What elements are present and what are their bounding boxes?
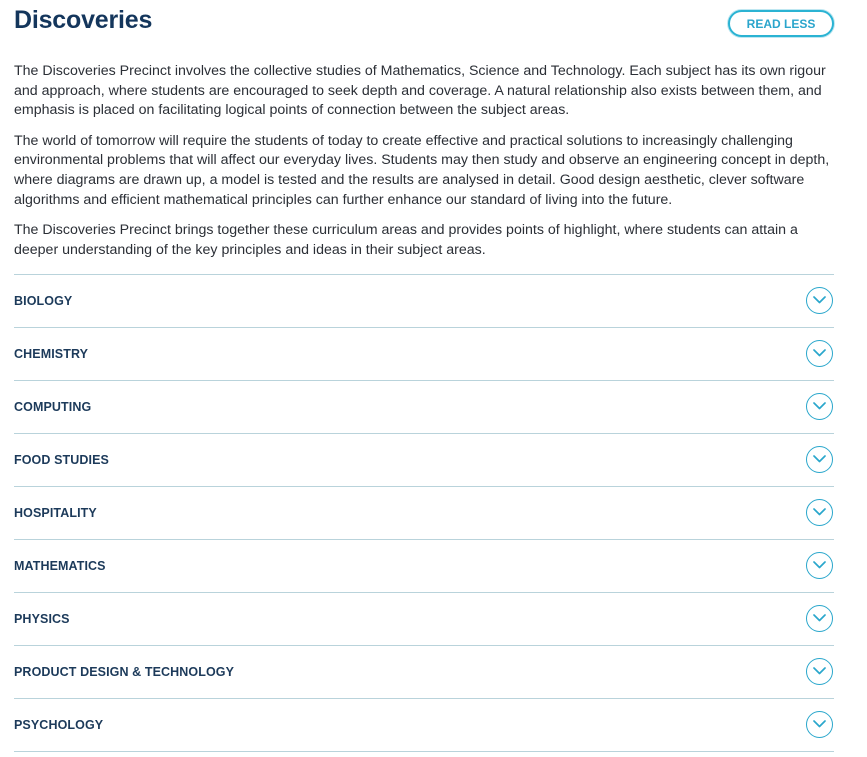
accordion-item-label: FOOD STUDIES: [14, 453, 109, 468]
chevron-down-icon[interactable]: [806, 340, 833, 367]
accordion-item-label: HOSPITALITY: [14, 506, 97, 521]
accordion-item-label: PSYCHOLOGY: [14, 718, 104, 733]
accordion-item-psychology[interactable]: [14, 699, 834, 752]
chevron-down-icon[interactable]: [806, 499, 833, 526]
accordion-item-computing[interactable]: [14, 381, 834, 434]
accordion-item-physics[interactable]: [14, 593, 834, 646]
accordion-item-hospitality[interactable]: [14, 487, 834, 540]
accordion-item-label: BIOLOGY: [14, 294, 73, 309]
accordion-item-biology[interactable]: [14, 275, 834, 328]
accordion-item-product-design-technology[interactable]: [14, 646, 834, 699]
subject-accordion: [14, 274, 834, 752]
chevron-down-icon[interactable]: [806, 605, 833, 632]
accordion-item-label: PRODUCT DESIGN & TECHNOLOGY: [14, 665, 235, 680]
accordion-item-label: COMPUTING: [14, 400, 92, 415]
accordion-item-food-studies[interactable]: [14, 434, 834, 487]
chevron-down-icon[interactable]: [806, 711, 833, 738]
accordion-item-mathematics[interactable]: [14, 540, 834, 593]
chevron-down-icon[interactable]: [806, 287, 833, 314]
section-header: [14, 0, 834, 48]
page-title: Discoveries: [14, 6, 153, 34]
read-less-button[interactable]: READ LESS: [728, 10, 834, 37]
accordion-item-label: CHEMISTRY: [14, 347, 89, 362]
chevron-down-icon[interactable]: [806, 446, 833, 473]
accordion-item-label: MATHEMATICS: [14, 559, 106, 574]
intro-paragraph: The Discoveries Precinct brings together these curriculum areas and provides points of highlight, where students can attain a deeper understanding of the key principles and ideas in their subject areas.: [14, 222, 798, 258]
intro-paragraph: The world of tomorrow will require the students of today to create effective and practical solutions to increasingly challenging environmental problems that will affect our everyday lives. Students may then study and observe an engineering concept in depth, where diagrams are drawn up, a model is tested and the results are analysed in detail. Good design aesthetic, clever software algorithms and efficient mathematical principles can further enhance our standard of living into the future.: [14, 132, 830, 208]
discoveries-section: [14, 0, 834, 752]
chevron-down-icon[interactable]: [806, 393, 833, 420]
intro-paragraph: The Discoveries Precinct involves the collective studies of Mathematics, Science and Technology. Each subject has its own rigour and approach, where students are encouraged to seek depth and coverage. A natural relationship also exists between them, and emphasis is placed on facilitating logical points of connection between the subject areas.: [14, 63, 826, 119]
chevron-down-icon[interactable]: [806, 552, 833, 579]
chevron-down-icon[interactable]: [806, 658, 833, 685]
accordion-item-label: PHYSICS: [14, 612, 70, 627]
accordion-item-chemistry[interactable]: [14, 328, 834, 381]
intro-text: [14, 62, 834, 260]
